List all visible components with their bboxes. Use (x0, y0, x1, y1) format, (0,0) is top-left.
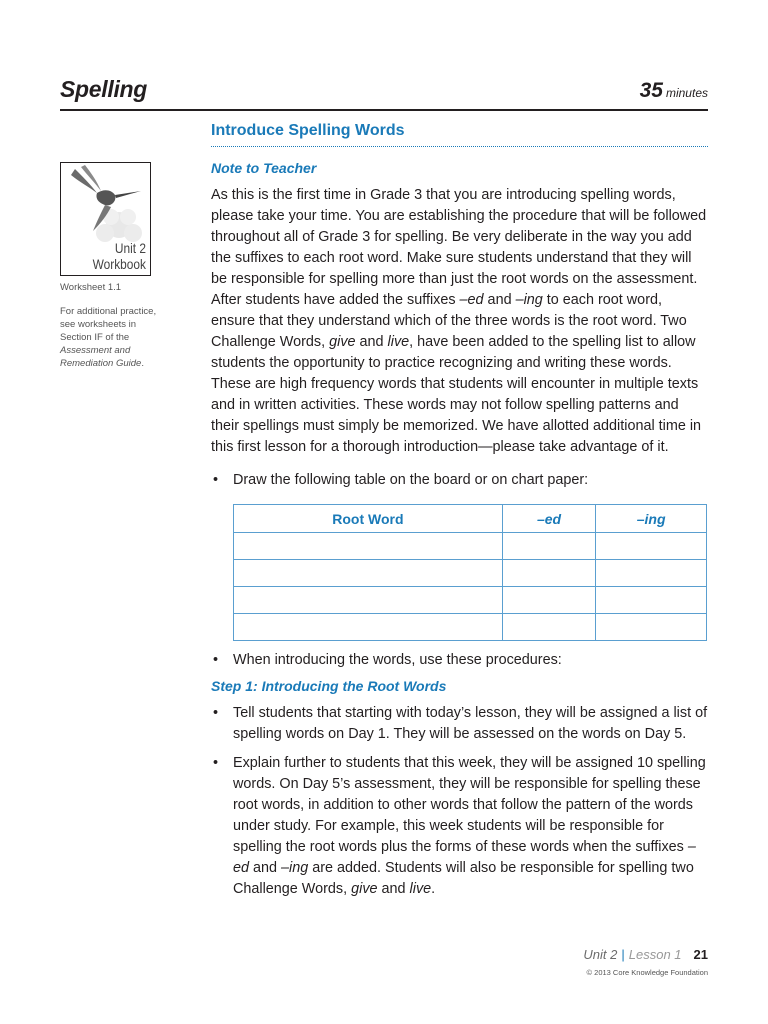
note-heading: Note to Teacher (211, 160, 317, 176)
table-row (234, 533, 707, 560)
table-header-row (234, 505, 707, 533)
bullet-procedures: • When introducing the words, use these procedures: (211, 650, 708, 671)
main-content (211, 118, 708, 900)
table-row (234, 587, 707, 614)
table-row (234, 560, 707, 587)
lesson-duration (640, 79, 708, 103)
footer-lesson-info (583, 947, 708, 962)
duration-unit: minutes (665, 86, 708, 100)
workbook-thumbnail (60, 162, 151, 276)
additional-practice-note: For additional practice, see worksheets in Section IF of the Assessment and Remediation Guide. (60, 306, 157, 369)
header-rule (60, 109, 708, 111)
worksheet-label: Worksheet 1.1 (60, 282, 122, 293)
page-title: Spelling (60, 76, 148, 102)
bullet-explain: • Explain further to students that this week, they will be assigned 10 spelling words. On Day 5’s assessment, they will be responsible for spelling these root words, in addition to other words that follow the pattern of the words under study. For example, this week students will be responsible for spelling the root words plus the forms of these words when the suffixes –ed and –ing are added. Students will also be responsible for spelling two Challenge Words, give and live. (211, 753, 708, 900)
header-ed: –ed (502, 505, 595, 533)
step-1-heading: Step 1: Introducing the Root Words (211, 678, 447, 694)
bullet-assignment: • Tell students that starting with today’s lesson, they will be assigned a list of spelling words on Day 1. They will be assessed on the words on Day 5. (211, 703, 708, 745)
sidebar (60, 162, 195, 370)
section-title: Introduce Spelling Words (211, 122, 405, 139)
table-row (234, 614, 707, 641)
header-ing: –ing (596, 505, 707, 533)
header-root-word: Root Word (234, 505, 503, 533)
copyright: © 2013 Core Knowledge Foundation (586, 968, 708, 977)
footer-lesson: Lesson 1 (628, 947, 682, 962)
page-number: 21 (693, 947, 708, 962)
suffix-chart (233, 504, 707, 641)
workbook-label: Unit 2 Workbook (92, 240, 146, 272)
section-divider (211, 146, 708, 147)
duration-value: 35 (639, 79, 663, 102)
teacher-note-paragraph: As this is the first time in Grade 3 that you are introducing spelling words, please take your time. You are establishing the procedure that will be followed throughout all of Grade 3 for spelling. Be very deliberate in the way you add the suffixes to each root word. Make sure students understand that they will be responsible for spelling more than just the root words on the assessment. After students have added the suffixes –ed and –ing to each root word, ensure that they understand which of the three words is the root word. Two Challenge Words, give and live, have been added to the spelling list to allow students the opportunity to practice recognizing and writing these words. These are high frequency words that students will encounter in multiple texts and in written activities. These words may not follow spelling patterns and their spellings must simply be memorized. We have allotted additional time in this first lesson for a thorough introduction—please take advantage of it. (211, 187, 707, 455)
bullet-draw-table: • Draw the following table on the board or on chart paper: (211, 470, 708, 491)
footer-separator: | (621, 947, 625, 962)
footer-unit: Unit 2 (583, 947, 618, 962)
